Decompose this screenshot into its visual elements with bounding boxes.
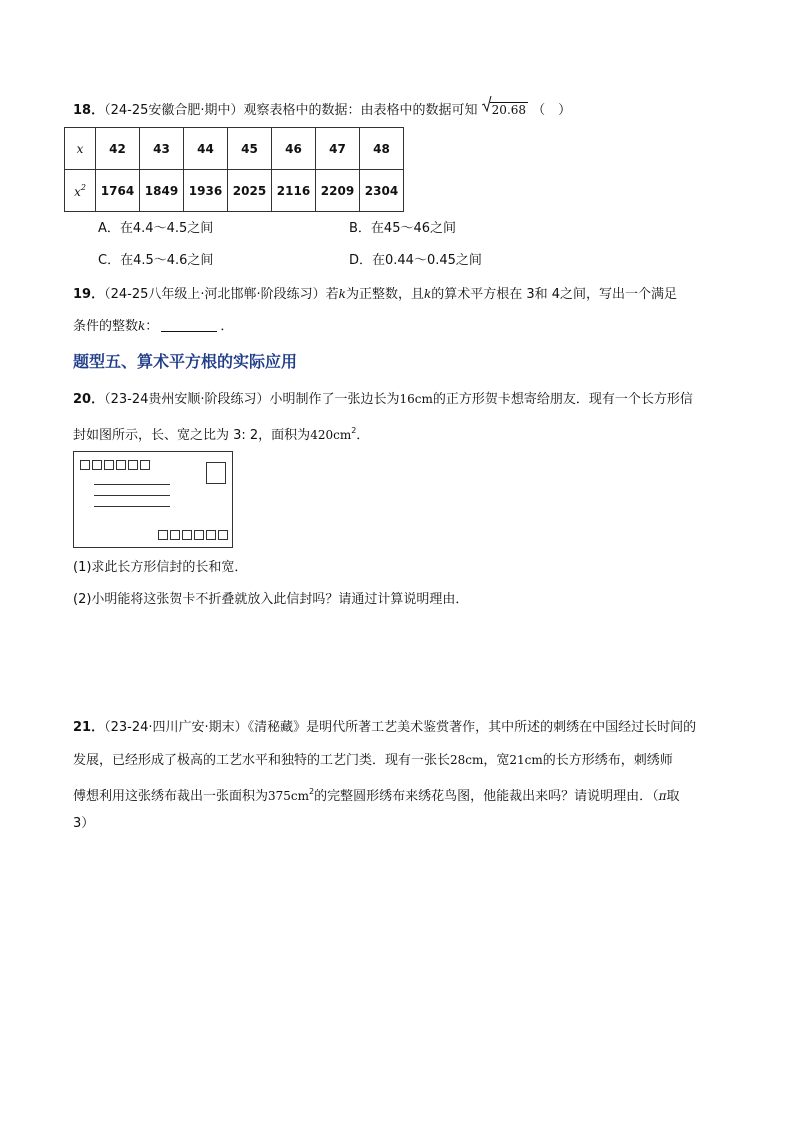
question-19 xyxy=(73,278,723,311)
question-21-line3: 傅想利用这张绣布裁出一张面积为$375cm^2$的完整圆形绣布来绣花鸟图，他能裁出来吗？请说明理由．（π取 xyxy=(73,787,680,804)
answer-paren: （ ） xyxy=(532,103,572,118)
table-cell: 43 xyxy=(140,128,184,170)
address-line xyxy=(94,484,170,485)
question-source: （24-25安徽合肥·期中） xyxy=(104,103,244,118)
question-text: 条件的整数 xyxy=(73,319,139,334)
variable-k: k xyxy=(423,287,432,301)
question-source: （24-25八年级上·河北邯郸·阶段练习） xyxy=(104,287,326,302)
question-text: ： xyxy=(145,319,159,334)
question-21-line4 xyxy=(73,808,723,840)
table-cell: 46 xyxy=(272,128,316,170)
question-text: 发展，已经形成了极高的工艺水平和独特的工艺门类．现有一张长 xyxy=(73,753,451,768)
address-line xyxy=(94,506,170,507)
sub-question-1: (1)求此长方形信封的长和宽． xyxy=(73,560,248,575)
question-text: 取 xyxy=(666,789,680,804)
postcode-box xyxy=(182,530,192,540)
question-text: 小明制作了一张边长为 xyxy=(269,392,400,407)
value-side: 16cm xyxy=(399,392,433,406)
question-text: 的长方形绣布，刺绣师 xyxy=(542,753,673,768)
value-area: 375cm xyxy=(268,789,310,803)
question-20 xyxy=(73,383,723,416)
question-19-line2 xyxy=(73,310,723,343)
question-source: （23-24·四川广安·期末） xyxy=(104,720,248,735)
value-area: 420cm xyxy=(310,428,352,442)
row-label-x: x xyxy=(65,128,96,170)
table-row xyxy=(65,128,404,170)
postcode-box xyxy=(158,530,168,540)
variable-k: k xyxy=(338,287,346,301)
question-number: 21． xyxy=(73,720,105,735)
postcode-box xyxy=(194,530,204,540)
postcode-box xyxy=(92,460,102,470)
option-c[interactable]: C．在4.5～4.6之间 xyxy=(98,253,214,268)
question-text: 傅想利用这张绣布裁出一张面积为 xyxy=(73,789,269,804)
postcode-box xyxy=(206,530,216,540)
postcode-box xyxy=(218,530,228,540)
question-18 xyxy=(73,95,723,127)
question-text: 的正方形贺卡想寄给朋友．现有一个长方形信 xyxy=(432,392,693,407)
question-number: 20． xyxy=(73,392,105,407)
table-cell: 45 xyxy=(228,128,272,170)
question-text: 观察表格中的数据：由表格中的数据可知 xyxy=(243,103,478,118)
postcode-box xyxy=(116,460,126,470)
table-cell: 2116 xyxy=(272,170,316,212)
data-table xyxy=(64,127,404,212)
question-text: 的完整圆形绣布来绣花鸟图，他能裁出来吗？请说明理由．（ xyxy=(314,789,659,804)
table-cell: 44 xyxy=(184,128,228,170)
question-number: 19． xyxy=(73,287,105,302)
postcode-box xyxy=(104,460,114,470)
radical-sign-icon xyxy=(482,96,492,112)
question-source: （23-24贵州安顺·阶段练习） xyxy=(104,392,270,407)
question-text: 为正整数，且 xyxy=(345,287,424,302)
row-label-x-squared: $x^2$ xyxy=(65,170,96,212)
square-root xyxy=(482,95,528,127)
postcode-box xyxy=(128,460,138,470)
option-a[interactable]: A．在4.4～4.5之间 xyxy=(98,221,214,236)
postcode-box xyxy=(170,530,180,540)
envelope-figure xyxy=(73,451,233,548)
radicand: 20.68 xyxy=(491,103,527,117)
question-text: ． xyxy=(220,319,234,334)
value-length: 28cm xyxy=(450,753,484,767)
question-text: 封如图所示，长、宽之比为 3: 2，面积为 xyxy=(73,428,311,443)
table-cell: 1849 xyxy=(140,170,184,212)
question-text: 若 xyxy=(325,287,339,302)
option-d[interactable]: D．在0.44～0.45之间 xyxy=(349,253,482,268)
variable-k: k xyxy=(138,319,146,333)
stamp-box xyxy=(206,462,226,484)
option-b[interactable]: B．在45～46之间 xyxy=(349,221,457,236)
table-cell: 2025 xyxy=(228,170,272,212)
section-title: 题型五、算术平方根的实际应用 xyxy=(73,352,298,371)
question-text: 的算术平方根在 3和 4之间，写出一个满足 xyxy=(431,287,678,302)
pi-symbol: π xyxy=(658,789,667,803)
postcode-box xyxy=(80,460,90,470)
question-20-line2: 封如图所示，长、宽之比为 3: 2，面积为$420cm^2$． xyxy=(73,426,370,443)
address-line xyxy=(94,495,170,496)
question-21 xyxy=(73,712,723,744)
question-21-line2 xyxy=(73,744,723,777)
postcode-box xyxy=(140,460,150,470)
table-cell: 47 xyxy=(316,128,360,170)
question-text: ，宽 xyxy=(483,753,510,768)
question-number: 18． xyxy=(73,103,105,118)
sub-question-2: (2)小明能将这张贺卡不折叠就放入此信封吗？请通过计算说明理由． xyxy=(73,592,469,607)
answer-blank[interactable] xyxy=(161,317,217,332)
table-cell: 2209 xyxy=(316,170,360,212)
table-row xyxy=(65,170,404,212)
table-cell: 42 xyxy=(96,128,140,170)
question-text: ． xyxy=(356,428,370,443)
table-cell: 1936 xyxy=(184,170,228,212)
value-width: 21cm xyxy=(509,753,543,767)
table-cell: 2304 xyxy=(360,170,404,212)
table-cell: 1764 xyxy=(96,170,140,212)
question-text: 《清秘藏》是明代所著工艺美术鉴赏著作，其中所述的刺绣在中国经过长时间的 xyxy=(247,720,697,735)
table-cell: 48 xyxy=(360,128,404,170)
question-text: 3） xyxy=(73,816,95,831)
